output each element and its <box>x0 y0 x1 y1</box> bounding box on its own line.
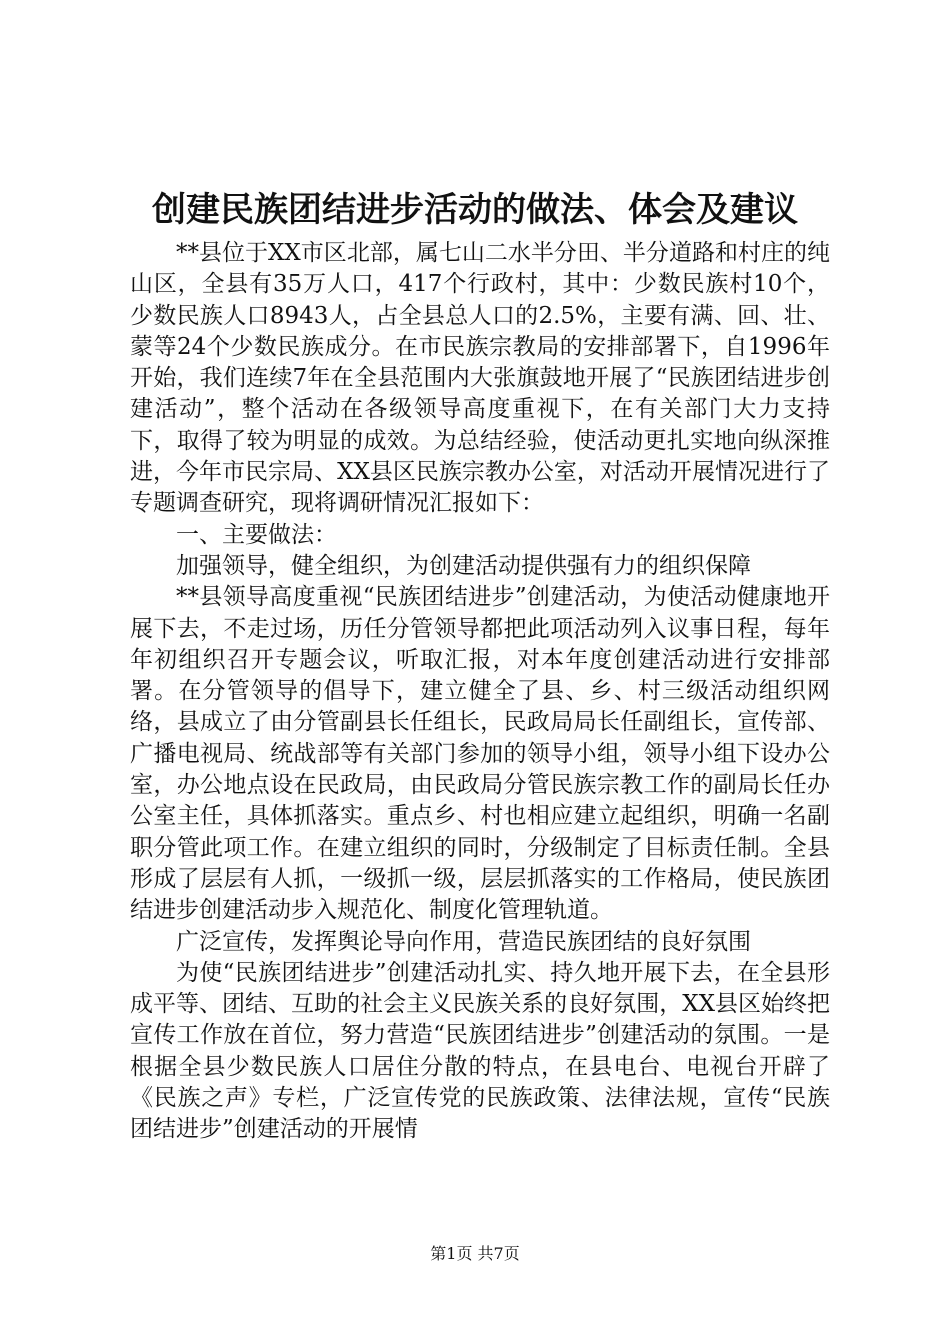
paragraph-leadership: **县领导高度重视“民族团结进步”创建活动，为使活动健康地开展下去，不走过场，历任分管领导都把此项活动列入议事日程，每年年初组织召开专题会议，听取汇报，对本年度创建活动进行安排部署。在分管领导的倡导下，建立健全了县、乡、村三级活动组织网络，县成立了由分管副县长任组长，民政局局长任副组长，宣传部、广播电视局、统战部等有关部门参加的领导小组，领导小组下设办公室，办公地点设在民政局，由民政局分管民族宗教工作的副局长任办公室主任，具体抓落实。重点乡、村也相应建立起组织，明确一名副职分管此项工作。在建立组织的同时，分级制定了目标责任制。全县形成了层层有人抓，一级抓一级，层层抓落实的工作格局，使民族团结进步创建活动步入规范化、制度化管理轨道。 <box>130 584 830 924</box>
subheading-leadership: 加强领导，健全组织，为创建活动提供强有力的组织保障 <box>176 552 751 579</box>
paragraph-intro: **县位于XX市区北部，属七山二水半分田、半分道路和村庄的纯山区，全县有35万人口，417个行政村，其中：少数民族村10个，少数民族人口8943人，占全县总人口的2.5%，主要有满、回、壮、蒙等24个少数民族成分。在市民族宗教局的安排部署下，自1996年开始，我们连续7年在全县范围内大张旗鼓地开展了“民族团结进步创建活动”，整个活动在各级领导高度重视下，在有关部门大力支持下，取得了较为明显的成效。为总结经验，使活动更扎实地向纵深推进，今年市民宗局、XX县区民族宗教办公室，对活动开展情况进行了专题调查研究，现将调研情况汇报如下： <box>130 240 830 517</box>
document-title: 创建民族团结进步活动的做法、体会及建议 <box>152 190 798 230</box>
section-heading-main-practices: 一、主要做法： <box>176 521 337 548</box>
page-footer: 第1页 共7页 <box>430 1244 520 1263</box>
document-body <box>130 238 830 1146</box>
subheading-publicity: 广泛宣传，发挥舆论导向作用，营造民族团结的良好氛围 <box>176 928 751 955</box>
paragraph-publicity: 为使“民族团结进步”创建活动扎实、持久地开展下去，在全县形成平等、团结、互助的社会主义民族关系的良好氛围，XX县区始终把宣传工作放在首位，努力营造“民族团结进步”创建活动的氛围。一是根据全县少数民族人口居住分散的特点，在县电台、电视台开辟了《民族之声》专栏，广泛宣传党的民族政策、法律法规，宣传“民族团结进步”创建活动的开展情 <box>130 959 830 1143</box>
